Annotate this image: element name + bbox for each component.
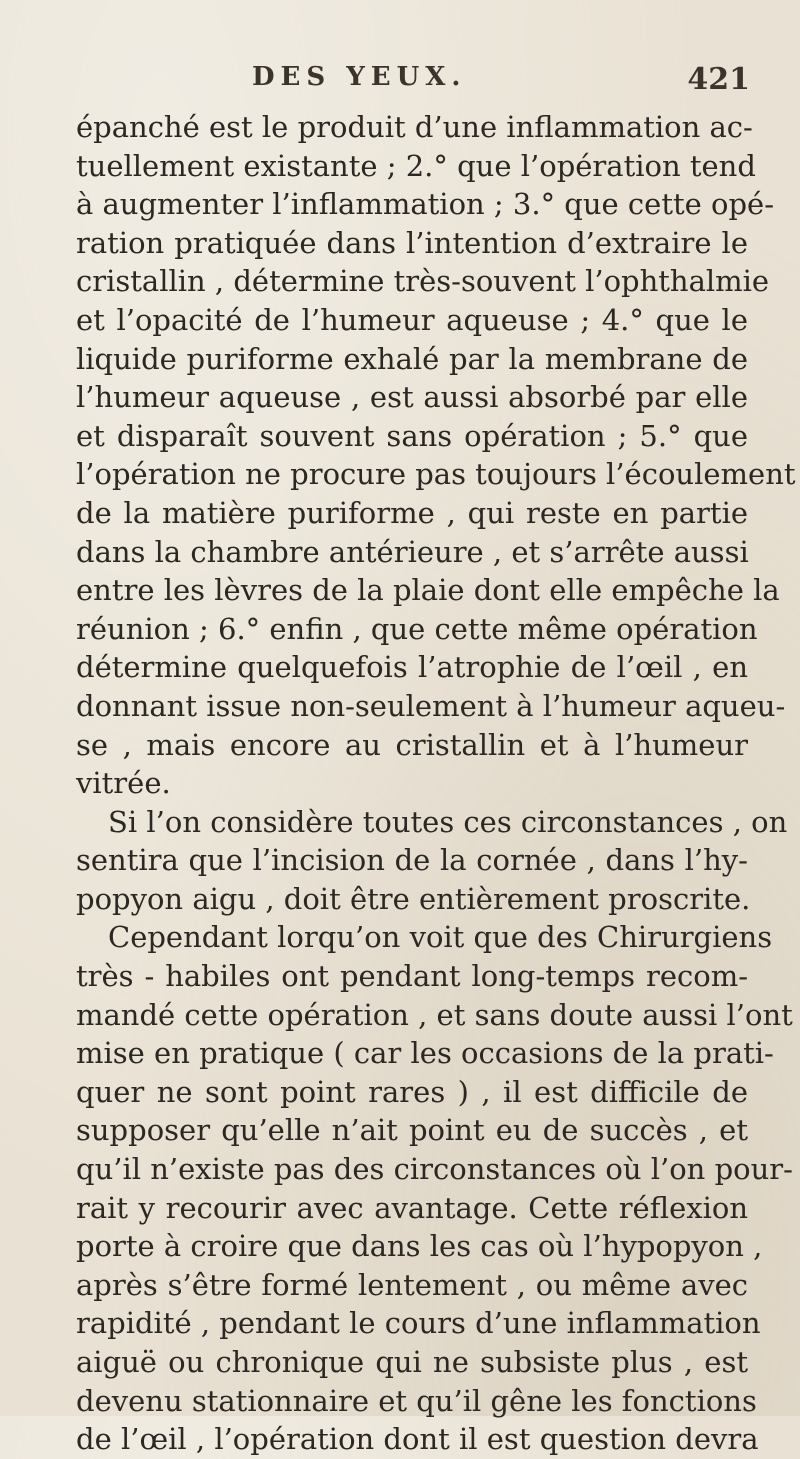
text-line: porte à croire que dans les cas où l’hypopyon , — [76, 1229, 763, 1264]
text-line: l’opération ne procure pas toujours l’écoulement — [76, 457, 796, 492]
text-line: cristallin , détermine très-souvent l’ophthalmie — [76, 264, 770, 299]
text-line: mandé cette opération , et sans doute aussi l’ont — [76, 997, 793, 1032]
text-line: ration pratiquée dans l’intention d’extraire le — [76, 225, 748, 260]
text-line: se , mais encore au cristallin et à l’humeur — [76, 727, 748, 762]
text-line: rapidité , pendant le cours d’une inflammation — [76, 1306, 761, 1341]
text-line: entre les lèvres de la plaie dont elle empêche la — [76, 573, 780, 608]
text-line: sentira que l’incision de la cornée , dans l’hy- — [76, 843, 748, 878]
paragraph-2 — [76, 803, 788, 919]
text-line: vitrée. — [76, 766, 171, 801]
text-line: très - habiles ont pendant long-temps recom- — [76, 959, 748, 994]
text-line: aiguë ou chronique qui ne subsiste plus , est — [76, 1345, 748, 1379]
paragraph-1 — [76, 108, 796, 803]
text-line: quer ne sont point rares ) , il est difficile de — [76, 1074, 748, 1109]
text-line: de la matière puriforme , qui reste en partie — [76, 495, 748, 530]
text-line: rait y recourir avec avantage. Cette réflexion — [76, 1190, 748, 1225]
text-line: qu’il n’existe pas des circonstances où l’on pour- — [76, 1152, 793, 1187]
running-head — [60, 62, 750, 102]
text-line: et disparaît souvent sans opération ; 5.° que — [76, 418, 748, 453]
text-line: l’humeur aqueuse , est aussi absorbé par elle — [76, 380, 748, 415]
text-line: popyon aigu , doit être entièrement proscrite. — [76, 881, 751, 916]
text-line: donnant issue non-seulement à l’humeur aqueu- — [76, 688, 786, 723]
text-line: supposer qu’elle n’ait point eu de succès , et — [76, 1113, 748, 1148]
page-number: 421 — [687, 62, 750, 97]
paragraph-3 — [76, 918, 793, 1458]
text-line: Cependant lorqu’on voit que des Chirurgiens — [108, 920, 773, 955]
text-line: Si l’on considère toutes ces circonstances , on — [108, 804, 788, 839]
body-text — [76, 108, 796, 1459]
text-line: réunion ; 6.° enfin , que cette même opération — [76, 611, 758, 646]
text-line: détermine quelquefois l’atrophie de l’œil , en — [76, 650, 748, 685]
text-line: à augmenter l’inflammation ; 3.° que cette opé- — [76, 187, 774, 222]
text-line: devenu stationnaire et qu’il gêne les fonctions — [76, 1383, 757, 1418]
text-line: après s’être formé lentement , ou même avec — [76, 1267, 748, 1302]
text-line: épanché est le produit d’une inflammation ac- — [76, 110, 753, 144]
running-title: DES YEUX. — [252, 62, 467, 92]
text-line: mise en pratique ( car les occasions de la prati- — [76, 1036, 774, 1071]
text-line: de l’œil , l’opération dont il est question devra — [76, 1422, 759, 1457]
text-line: tuellement existante ; 2.° que l’opération tend — [76, 148, 756, 183]
text-line: et l’opacité de l’humeur aqueuse ; 4.° que le — [76, 302, 748, 337]
text-line: dans la chambre antérieure , et s’arrête aussi — [76, 534, 749, 569]
text-line: liquide puriforme exhalé par la membrane de — [76, 341, 748, 376]
